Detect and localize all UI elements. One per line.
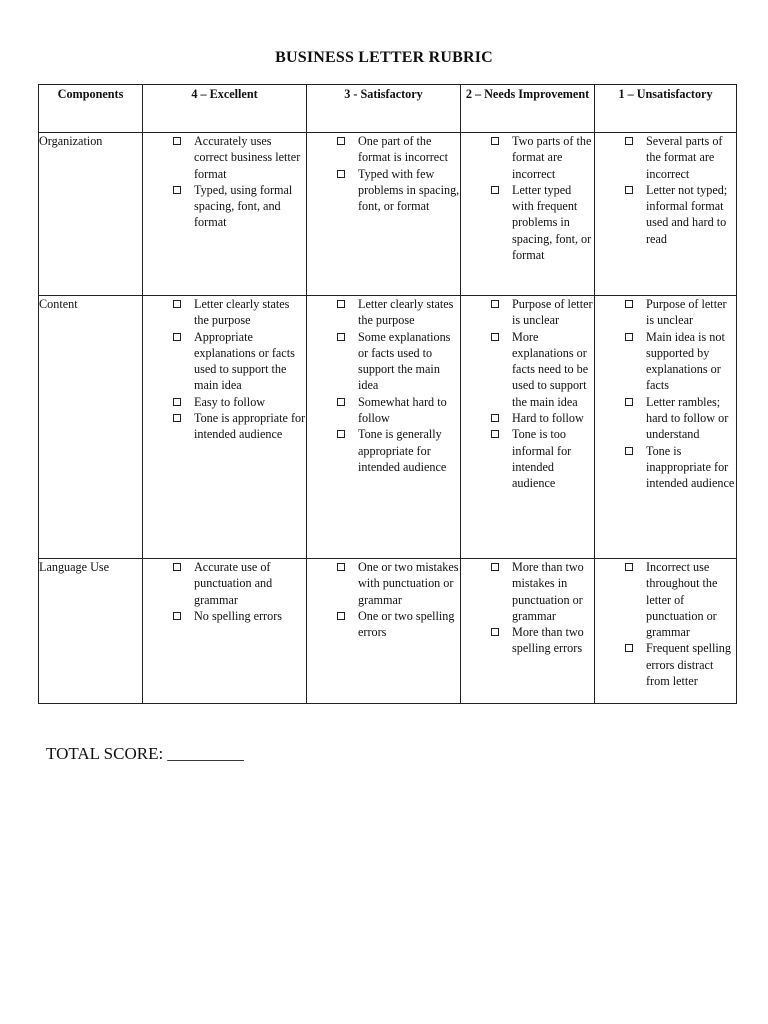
checkbox-icon [491,137,499,145]
criteria-text: Tone is inappropriate for intended audience [646,443,735,491]
criteria-item [143,559,306,608]
component-label: Content [39,296,143,559]
component-label: Language Use [39,559,143,704]
checkbox-icon [337,170,345,178]
criteria-item [143,329,306,394]
criteria-text: Accurately uses correct business letter format [194,134,301,181]
checkbox-icon [337,398,345,406]
checkbox-icon [491,414,499,422]
checkbox-icon [625,137,633,145]
criteria-cell [307,559,461,704]
criteria-text: Letter clearly states the purpose [194,297,290,328]
criteria-text: Appropriate explanations or facts used to support the main idea [194,329,295,393]
criteria-item [461,410,594,426]
criteria-text: More explanations or facts need to be used to support the main idea [512,329,589,409]
criteria-item [143,608,306,624]
criteria-text: Typed with few problems in spacing, font, or format [358,166,460,214]
criteria-item [595,296,736,329]
component-label: Organization [39,133,143,296]
criteria-cell [595,559,737,704]
criteria-item [461,426,594,491]
criteria-item [143,133,306,182]
criteria-text: More than two mistakes in punctuation or grammar [512,560,584,623]
criteria-text: Accurate use of punctuation and grammar [194,560,273,607]
criteria-text: Letter clearly states the purpose [358,297,454,328]
criteria-item [461,559,594,624]
checkbox-icon [491,430,499,438]
table-row [39,559,737,704]
criteria-text: One part of the format is incorrect [358,134,449,165]
criteria-text: Letter rambles; hard to follow or understand [646,394,729,442]
criteria-item [307,296,460,329]
checkbox-icon [625,644,633,652]
checkbox-icon [625,186,633,194]
checkbox-icon [337,612,345,620]
criteria-item [143,182,306,231]
checkbox-icon [337,300,345,308]
checkbox-icon [625,333,633,341]
header-needs-improvement: 2 – Needs Improvement [461,85,595,133]
criteria-item [595,559,736,640]
criteria-item [461,296,594,329]
checkbox-icon [491,333,499,341]
criteria-item [307,133,460,166]
criteria-item [307,426,460,475]
checkbox-icon [491,628,499,636]
criteria-text: Frequent spelling errors distract from letter [646,641,731,689]
table-row [39,133,737,296]
criteria-text: One or two spelling errors [358,608,455,640]
checkbox-icon [173,612,181,620]
checkbox-icon [491,300,499,308]
criteria-text: Letter not typed; informal format used and hard to read [646,182,728,246]
criteria-item [307,329,460,394]
criteria-text: No spelling errors [194,608,283,623]
criteria-text: Letter typed with frequent problems in spacing, font, or format [512,182,592,263]
criteria-text: Two parts of the format are incorrect [512,134,592,181]
checkbox-icon [625,447,633,455]
criteria-text: Typed, using formal spacing, font, and format [194,182,293,230]
criteria-cell [307,133,461,296]
checkbox-icon [625,563,633,571]
criteria-text: Several parts of the format are incorrect [646,134,723,181]
criteria-cell [595,296,737,559]
criteria-item [461,133,594,182]
criteria-text: Hard to follow [512,411,584,426]
criteria-item [595,394,736,443]
checkbox-icon [337,430,345,438]
criteria-item [461,329,594,410]
header-excellent: 4 – Excellent [143,85,307,133]
checkbox-icon [337,333,345,341]
checkbox-icon [337,563,345,571]
criteria-cell [143,133,307,296]
criteria-text: Purpose of letter is unclear [512,297,593,328]
header-row [39,85,737,133]
checkbox-icon [173,186,181,194]
criteria-item [143,394,306,410]
criteria-text: Incorrect use throughout the letter of punctuation or grammar [646,560,718,640]
checkbox-icon [173,300,181,308]
criteria-cell [143,296,307,559]
checkbox-icon [337,137,345,145]
criteria-text: Tone is appropriate for intended audience [194,411,306,442]
document-title: BUSINESS LETTER RUBRIC [275,49,493,66]
checkbox-icon [173,137,181,145]
checkbox-icon [173,414,181,422]
criteria-item [307,608,460,641]
criteria-cell [461,133,595,296]
criteria-text: One or two mistakes with punctuation or grammar [358,560,459,607]
criteria-cell [461,296,595,559]
criteria-item [143,410,306,443]
criteria-item [595,443,736,492]
header-satisfactory: 3 - Satisfactory [307,85,461,133]
checkbox-icon [173,563,181,571]
criteria-text: Main idea is not supported by explanations or facts [646,329,725,393]
header-unsatisfactory: 1 – Unsatisfactory [595,85,737,133]
rubric-table [38,84,737,704]
criteria-text: Tone is too informal for intended audience [512,427,572,491]
criteria-item [595,640,736,689]
checkbox-icon [625,398,633,406]
criteria-item [461,182,594,263]
checkbox-icon [173,398,181,406]
criteria-item [307,166,460,215]
criteria-text: Some explanations or facts used to support the main idea [358,329,451,393]
criteria-item [143,296,306,329]
criteria-cell [461,559,595,704]
checkbox-icon [625,300,633,308]
criteria-cell [307,296,461,559]
criteria-text: More than two spelling errors [512,625,584,656]
total-score-label: TOTAL SCORE: _________ [46,744,244,763]
criteria-item [307,394,460,427]
criteria-cell [595,133,737,296]
criteria-item [595,133,736,182]
criteria-item [461,624,594,657]
checkbox-icon [491,186,499,194]
checkbox-icon [491,563,499,571]
criteria-item [595,182,736,247]
criteria-item [307,559,460,608]
table-row [39,296,737,559]
criteria-text: Tone is generally appropriate for intended audience [358,427,447,474]
header-components: Components [39,85,143,133]
criteria-text: Somewhat hard to follow [358,394,447,426]
criteria-item [595,329,736,394]
checkbox-icon [173,333,181,341]
criteria-text: Purpose of letter is unclear [646,297,727,328]
criteria-text: Easy to follow [194,394,266,409]
criteria-cell [143,559,307,704]
